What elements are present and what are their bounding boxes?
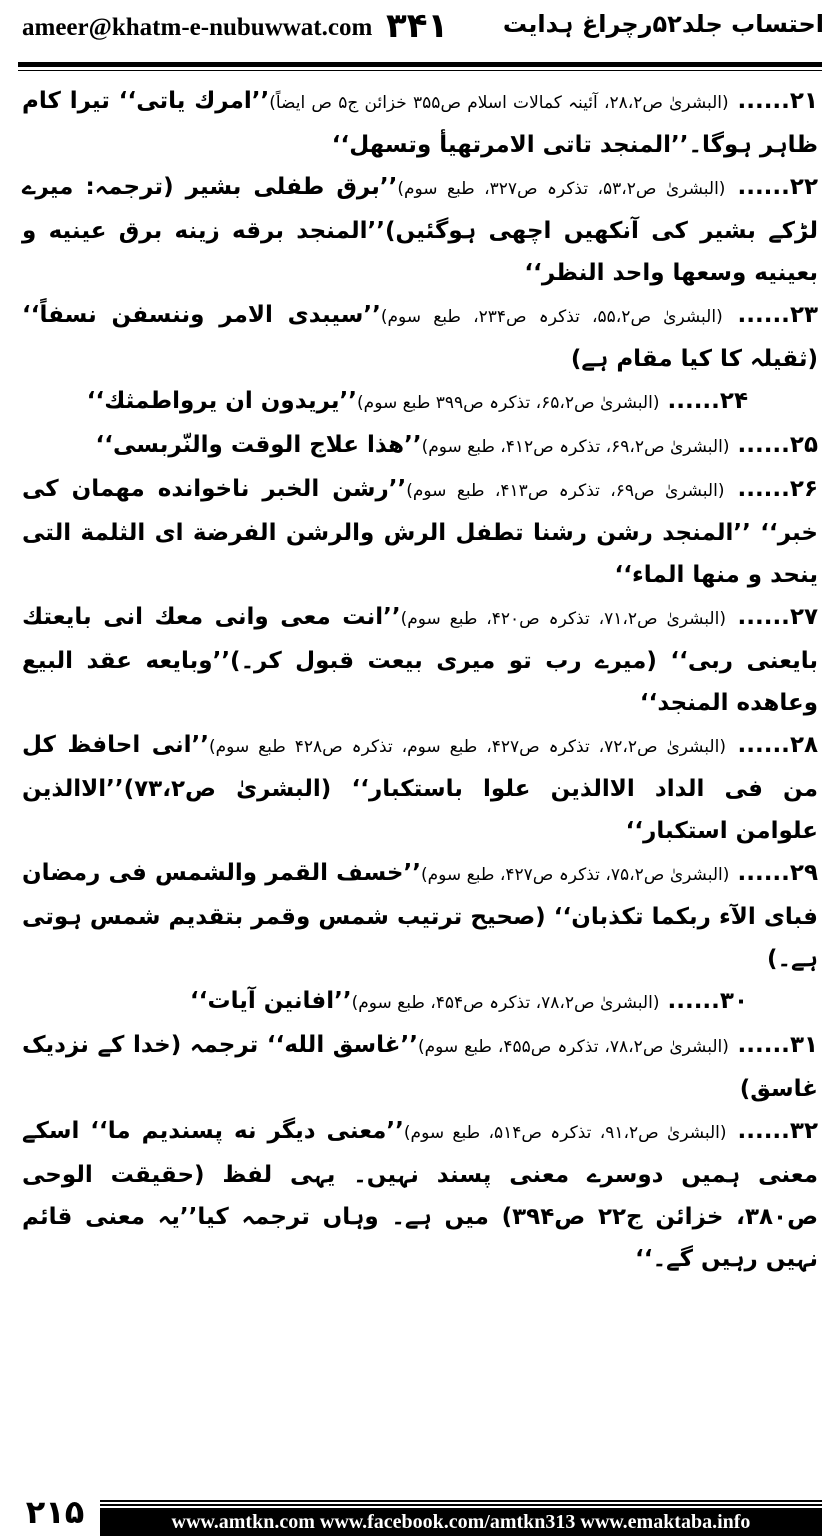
entry-text: ’’سیبدی الامر وننسفن نسفاً‘‘ (ثقیلہ کا کیا مقام ہے) [22, 302, 818, 372]
document-body [22, 80, 818, 1480]
entry-number: ۲۷...... [737, 604, 819, 630]
entry-reference: (البشریٰ ص۷۲،۲، تذکرہ ص۴۲۷، طبع سوم، تذکرہ ص۴۲۸ طبع سوم) [209, 737, 726, 757]
entry-text: ’’خسف القمر والشمس فی رمضان فبای الآء ربکما تکذبان‘‘ (صحیح ترتیب شمس وقمر بتقدیم شمس ہوتی ہے۔) [22, 860, 818, 972]
entry-27 [22, 596, 818, 724]
entry-number: ۲۴...... [667, 388, 748, 414]
entry-26 [22, 468, 818, 596]
entry-reference: (البشریٰ ص۷۱،۲، تذکرہ ص۴۲۰، طبع سوم) [400, 609, 726, 629]
entry-number: ۳۲...... [737, 1118, 818, 1144]
footer-rule [100, 1504, 822, 1506]
entry-24 [22, 380, 818, 424]
footer-rule [100, 1500, 822, 1502]
entry-32 [22, 1110, 818, 1280]
footer-page-number: ۲۱۵ [25, 1493, 85, 1531]
entry-number: ۲۹...... [737, 860, 818, 886]
entry-number: ۲۱...... [737, 88, 818, 114]
entry-number: ۲۸...... [737, 732, 819, 758]
footer-links[interactable]: www.amtkn.com www.facebook.com/amtkn313 www.emaktaba.info [171, 1511, 751, 1533]
entry-text: ’’غاسق الله‘‘ ترجمہ (خدا کے نزدیک غاسق) [22, 1032, 818, 1102]
entry-reference: (البشریٰ ص۵۳،۲، تذکرہ ص۳۲۷، طبع سوم) [397, 179, 726, 199]
entry-number: ۳۱...... [737, 1032, 819, 1058]
entry-reference: (البشریٰ ص۶۵،۲، تذکرہ ص۳۹۹ طبع سوم) [357, 393, 660, 413]
entry-text: ’’امرك یاتی‘‘ تیرا کام ظاہر ہوگا۔’’المنجد تاتی الامرتهیأ وتسهل‘‘ [22, 88, 818, 158]
entry-reference: (البشریٰ ص۷۸،۲، تذکرہ ص۴۵۵، طبع سوم) [417, 1037, 729, 1057]
entry-text: ’’انت معی وانی معك انی بایعتك بایعنی ربی‘‘ (میرے رب تو میری بیعت قبول کر۔)’’وبایعه عقد البیع وعاهده المنجد‘‘ [22, 604, 818, 716]
entry-21 [22, 80, 818, 166]
entry-text: ’’برق طفلی بشیر (ترجمہ: میرے لڑکے بشیر کی آنکھیں اچھی ہوگئیں)’’المنجد برقه زینه برق عینیه و بعینیه وسعها واحد النظر‘‘ [22, 174, 818, 286]
entry-number: ۳۰...... [667, 988, 748, 1014]
entry-reference: (البشریٰ ص۶۹،۲، تذکرہ ص۴۱۲، طبع سوم) [421, 437, 730, 457]
entry-text: ’’رشن الخبر ناخوانده مهمان کی خبر‘‘ ’’المنجد رشن رشنا تطفل الرش والرشن الفرضة ای الثلمة التی ینحد و منها الماء‘‘ [22, 476, 818, 588]
entry-text: ’’هذا علاج الوقت والنّربسی‘‘ [95, 432, 422, 458]
page-footer [0, 1492, 840, 1540]
header-page-number: ۳۴۱ [386, 6, 449, 46]
entry-text: ’’افانین آیات‘‘ [190, 988, 352, 1014]
entry-number: ۲۳...... [737, 302, 819, 328]
page-header [0, 0, 840, 60]
entry-22 [22, 166, 818, 294]
entry-number: ۲۲...... [737, 174, 818, 200]
entry-reference: (البشریٰ ص۹۱،۲، تذکرہ ص۵۱۴، طبع سوم) [403, 1123, 727, 1143]
header-rule-thick [18, 62, 822, 67]
entry-29 [22, 852, 818, 980]
entry-number: ۲۵...... [737, 432, 818, 458]
entry-23 [22, 294, 818, 380]
header-email[interactable]: ameer@khatm-e-nubuwwat.com [22, 14, 373, 41]
entry-28 [22, 724, 818, 852]
header-title: احتساب جلد۵۲رچراغ ہدایت [502, 10, 824, 38]
entry-text: ’’انی احافظ کل من فی الداد الاالذین علوا باستکبار‘‘ (البشریٰ ص۷۳،۲)’’الاالذین علوامن استکبار‘‘ [22, 732, 818, 844]
entry-30 [22, 980, 818, 1024]
entry-text: ’’یریدون ان یرواطمثك‘‘ [86, 388, 358, 414]
entry-number: ۲۶...... [737, 476, 818, 502]
entry-reference: (البشریٰ ص۷۵،۲، تذکرہ ص۴۲۷، طبع سوم) [420, 865, 730, 885]
entry-reference: (البشریٰ ص۶۹، تذکرہ ص۴۱۳، طبع سوم) [406, 481, 725, 501]
entry-31 [22, 1024, 818, 1110]
entry-reference: (البشریٰ ص۵۵،۲، تذکرہ ص۲۳۴، طبع سوم) [380, 307, 723, 327]
entry-25 [22, 424, 818, 468]
entry-text: ’’معنی دیگر نه پسندیم ما‘‘ اسکے معنی ہمیں دوسرے معنی پسند نہیں۔ یہی لفظ (حقیقت الوحی ص۳۸۰، خزائن ج۲۲ ص۳۹۴) میں ہے۔ وہاں ترجمہ کیا’’یہ معنی قائم نہیں رہیں گے۔‘‘ [22, 1118, 819, 1272]
header-rule-thin [18, 70, 822, 71]
entry-reference: (البشریٰ ص۲۸،۲، آئینہ کمالات اسلام ص۳۵۵ خزائن ج۵ ص ایضاً) [269, 93, 729, 113]
entry-reference: (البشریٰ ص۷۸،۲، تذکرہ ص۴۵۴، طبع سوم) [351, 993, 660, 1013]
